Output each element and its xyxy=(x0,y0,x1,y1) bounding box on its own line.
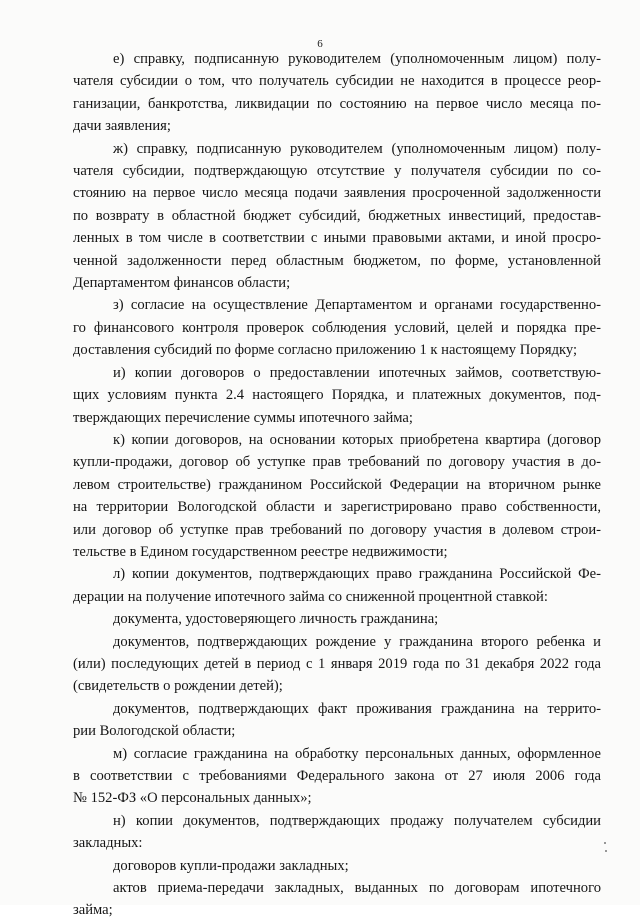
text-line: закладных: xyxy=(73,835,143,852)
paragraph xyxy=(73,138,601,295)
text-line: или договор об уступке прав требований по договору участия в долевом строи- xyxy=(73,521,601,538)
text-line: документа, удостоверяющего личность гражданина; xyxy=(113,611,439,628)
text-line: тверждающих перечисление суммы ипотечного займа; xyxy=(73,409,413,426)
text-line: дачи заявления; xyxy=(73,118,171,135)
text-line: Департаментом финансов области; xyxy=(73,275,291,292)
text-line: доставления субсидий по форме согласно приложению 1 к настоящему Порядку; xyxy=(73,342,578,359)
text-line: документов, подтверждающих рождение у гражданина второго ребенка и xyxy=(113,633,601,650)
text-line: щих условиям пункта 2.4 настоящего Порядка, и платежных документов, под- xyxy=(73,387,601,404)
text-line: ченной задолженности перед областным бюджетом, по форме, установленной xyxy=(73,252,601,269)
paragraph xyxy=(73,563,601,608)
paragraph xyxy=(73,877,601,922)
page-number: 6 xyxy=(317,38,323,50)
document-body xyxy=(73,48,601,922)
text-line: договоров купли-продажи закладных; xyxy=(113,857,349,874)
text-line: чателя субсидии, подтверждающую отсутствие у получателя субсидии по со- xyxy=(73,163,601,180)
paragraph xyxy=(73,855,601,877)
paragraph xyxy=(73,362,601,429)
text-line: (свидетельств о рождении детей); xyxy=(73,678,283,695)
text-line: чателя субсидии о том, что получатель субсидии не находится в процессе реор- xyxy=(73,73,601,90)
text-line: м) согласие гражданина на обработку персональных данных, оформленное xyxy=(113,745,601,762)
text-line: (или) последующих детей в период с 1 января 2019 года по 31 декабря 2022 года xyxy=(73,655,601,672)
text-line: займа; xyxy=(73,902,113,919)
text-line: з) согласие на осуществление Департаментом и органами государственно- xyxy=(113,297,601,314)
text-line: ж) справку, подписанную руководителем (уполномоченным лицом) полу- xyxy=(113,140,601,157)
text-line: по возврату в областной бюджет субсидий, бюджетных инвестиций, предостав- xyxy=(73,207,601,224)
text-line: к) копии договоров, на основании которых приобретена квартира (договор xyxy=(113,431,601,448)
paragraph xyxy=(73,631,601,698)
paragraph xyxy=(73,294,601,361)
text-line: купли-продажи, договор об уступке прав требований по договору участия в до- xyxy=(73,454,601,471)
text-line: в соответствии с требованиями Федерального закона от 27 июля 2006 года xyxy=(73,768,601,784)
text-line: стоянию на первое число месяца подачи заявления просроченной задолженности xyxy=(73,185,601,202)
text-line: документов, подтверждающих факт проживания гражданина на террито- xyxy=(113,700,601,717)
text-line: н) копии документов, подтверждающих продажу получателем субсидии xyxy=(113,812,601,829)
paragraph xyxy=(73,429,601,563)
paragraph xyxy=(73,698,601,743)
text-line: го финансового контроля проверок соблюдения условий, целей и порядка пре- xyxy=(73,319,601,336)
text-line: ленных в том числе в соответствии с иными правовыми актами, и иной просро- xyxy=(73,230,601,247)
text-line: актов приема-передачи закладных, выданных по договорам ипотечного xyxy=(113,880,601,897)
text-line: л) копии документов, подтверждающих право гражданина Российской Фе- xyxy=(113,566,601,583)
paragraph xyxy=(73,810,601,855)
paragraph xyxy=(73,48,601,138)
text-line: левом строительстве) гражданином Российской Федерации на вторичном рынке xyxy=(73,476,601,493)
paragraph xyxy=(73,743,601,810)
text-line: е) справку, подписанную руководителем (уполномоченным лицом) полу- xyxy=(113,51,601,67)
scan-speck xyxy=(604,842,606,844)
text-line: тельстве в Едином государственном реестре недвижимости; xyxy=(73,543,448,560)
text-line: № 152-ФЗ «О персональных данных»; xyxy=(73,790,312,807)
text-line: рии Вологодской области; xyxy=(73,723,236,740)
text-line: ганизации, банкротства, ликвидации по состоянию на первое число месяца по- xyxy=(73,95,601,112)
text-line: дерации на получение ипотечного займа со сниженной процентной ставкой: xyxy=(73,588,548,605)
paragraph xyxy=(73,608,601,630)
text-line: и) копии договоров о предоставлении ипотечных займов, соответствую- xyxy=(113,364,601,381)
text-line: на территории Вологодской области и зарегистрировано право собственности, xyxy=(73,499,601,516)
scan-speck xyxy=(605,850,607,852)
